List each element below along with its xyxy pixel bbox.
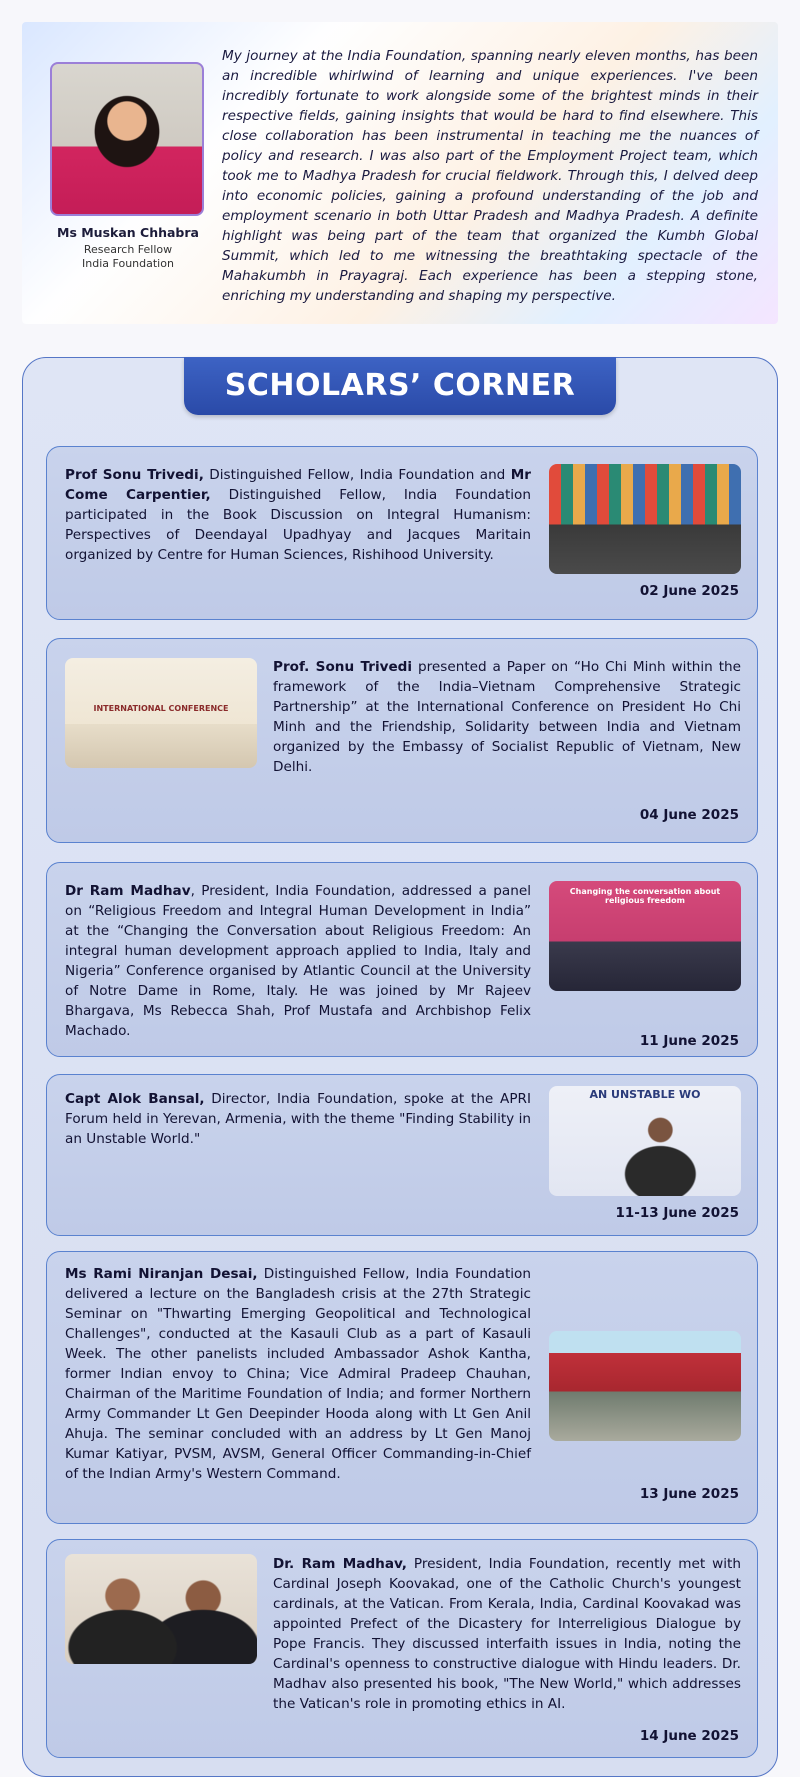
scholar-name: Dr Ram Madhav [65,883,191,899]
news-text: Prof. Sonu Trivedi presented a Paper on “Ho Chi Minh within the framework of the India–Vietnam Comprehensive Strategic Partnership” at the International Conference on President Ho Chi Minh and the Friendship, Solidarity between India and Vietnam organized by the Embassy of Socialist Republic of Vietnam, New Delhi. [273,659,741,775]
photo-banner-text: AN UNSTABLE WO [589,1088,701,1101]
event-photo [549,881,741,991]
news-card [46,862,758,1057]
section-title: SCHOLARS’ CORNER [184,357,616,415]
profile-role: Research Fellow [83,243,173,256]
event-date: 13 June 2025 [639,1486,739,1502]
scholar-name: Prof Sonu Trivedi, [65,467,204,483]
news-card [46,1251,758,1524]
scholar-name: Capt Alok Bansal, [65,1091,205,1107]
event-photo [549,1086,741,1196]
testimonial-quote: My journey at the India Foundation, spanning nearly eleven months, has been an incredible whirlwind of learning and unique experiences. I've been incredibly fortunate to work alongside some of the brightest minds in their respective fields, gaining insights that would be hard to find elsewhere. This close collaboration has been instrumental in teaching me the nuances of policy and research. I was also part of the Employment Project team, which took me to Madhya Pradesh for crucial fieldwork. Through this, I delved deep into economic policies, gaining a profound understanding of the job and employment scenario in both Uttar Pradesh and Madhya Pradesh. A definite highlight was being part of the team that organized the Kumbh Global Summit, which led to me witnessing the breathtaking spectacle of the Mahakumbh in Prayagraj. Each experience has been a stepping stone, enriching my understanding and shaping my perspective. [222,48,758,304]
event-date: 02 June 2025 [639,583,739,599]
scholar-name: Dr. Ram Madhav, [273,1556,407,1572]
news-card [46,446,758,620]
news-card [46,638,758,843]
event-photo [549,464,741,574]
news-card [46,1539,758,1758]
profile-photo [50,62,204,216]
event-photo [65,1554,257,1664]
scholar-name: Prof. Sonu Trivedi [273,659,413,675]
scholar-name: Ms Rami Niranjan Desai, [65,1266,258,1282]
photo-banner-text: Changing the conversation about religious freedom [569,887,721,905]
profile-name: Ms Muskan Chhabra [57,225,199,240]
news-card [46,1074,758,1236]
scholar-name: Mr Come Carpentier, [65,467,531,503]
news-text: Dr Ram Madhav, President, India Foundation, addressed a panel on “Religious Freedom and Integral Human Development in India” at the “Changing the Conversation about Religious Freedom: An integral human development approach applied to India, Italy and Nigeria” Conference organised by Atlantic Council at the University of Notre Dame in Rome, Italy. He was joined by Mr Rajeev Bhargava, Ms Rebecca Shah, Prof Mustafa and Archbishop Felix Machado. [65,883,532,1039]
event-photo [65,658,257,768]
news-text: Dr. Ram Madhav, President, India Foundation, recently met with Cardinal Joseph Koovakad, one of the Catholic Church's youngest cardinals, at the Vatican. From Kerala, India, Cardinal Koovakad was appointed Prefect of the Dicastery for Interreligious Dialogue by Pope Francis. They discussed interfaith issues in India, noting the Cardinal's openness to constructive dialogue with Hindu leaders. Dr. Madhav also presented his book, "The New World," which addresses the Vatican's role in promoting ethics in AI. [273,1556,741,1712]
event-photo [549,1331,741,1441]
testimonial-card [22,22,778,324]
photo-banner-text: INTERNATIONAL CONFERENCE [93,704,229,713]
profile-org: India Foundation [82,257,174,270]
news-text: Ms Rami Niranjan Desai, Distinguished Fellow, India Foundation delivered a lecture on the Bangladesh crisis at the 27th Strategic Seminar on "Thwarting Emerging Geopolitical and Technological Challenges", conducted at the Kasauli Club as a part of Kasauli Week. The other panelists included Ambassador Ashok Kantha, former Indian envoy to China; Vice Admiral Pradeep Chauhan, Chairman of the Maritime Foundation of India; and former Northern Army Commander Lt Gen Deepinder Hooda along with Lt Gen Anil Ahuja. The seminar concluded with an address by Lt Gen Manoj Kumar Katiyar, PVSM, AVSM, General Officer Commanding-in-Chief of the Indian Army's Western Command. [65,1266,531,1482]
news-text: Prof Sonu Trivedi, Distinguished Fellow, India Foundation and Mr Come Carpentier, Distinguished Fellow, India Foundation participated in the Book Discussion on Integral Humanism: Perspectives of Deendayal Upadhyay and Jacques Maritain organized by Centre for Human Sciences, Rishihood University. [65,467,531,563]
event-date: 04 June 2025 [639,807,739,823]
event-date: 11-13 June 2025 [615,1205,739,1221]
event-date: 11 June 2025 [639,1033,739,1049]
event-date: 14 June 2025 [639,1728,739,1744]
news-text: Capt Alok Bansal, Director, India Foundation, spoke at the APRI Forum held in Yerevan, Armenia, with the theme "Finding Stability in an Unstable World." [65,1091,532,1147]
